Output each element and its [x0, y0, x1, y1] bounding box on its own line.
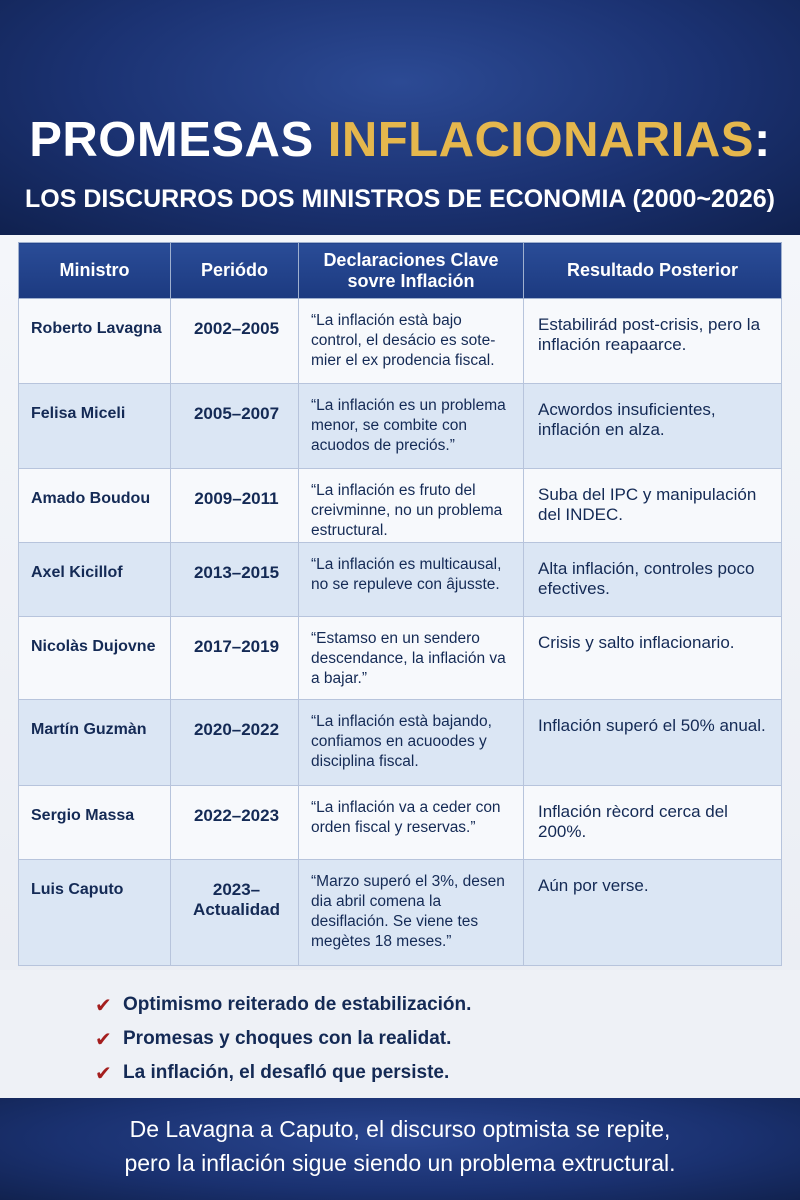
cell-ministro: Amado Boudou — [19, 469, 171, 543]
cell-ministro: Nicolàs Dujovne — [19, 617, 171, 700]
cell-periodo: 2022–2023 — [171, 786, 299, 860]
cell-resultado: Acwordos insuficientes, inflación en alza. — [524, 384, 782, 469]
cell-periodo: 2017–2019 — [171, 617, 299, 700]
cell-declaracion: “La inflación es fruto del creivminne, no un problema estructural. — [299, 469, 524, 543]
cell-resultado: Estabilirád post-crisis, pero la inflación reapaarce. — [524, 299, 782, 384]
table-row — [19, 384, 782, 469]
cell-periodo: 2005–2007 — [171, 384, 299, 469]
title-colon: : — [753, 113, 771, 167]
cell-resultado: Aún por verse. — [524, 860, 782, 966]
ministers-table — [18, 242, 782, 966]
cell-declaracion: “La inflación va a ceder con orden fiscal y reservas.” — [299, 786, 524, 860]
footer-line-2: pero la inflación sigue siendo un problema extructural. — [124, 1150, 676, 1176]
table-row — [19, 860, 782, 966]
list-item — [95, 1022, 755, 1056]
list-item — [95, 1056, 755, 1090]
header-periodo: Periódo — [171, 243, 299, 299]
cell-ministro: Roberto Lavagna — [19, 299, 171, 384]
page-subtitle: LOS DISCURROS DOS MINISTROS DE ECONOMIA (2000~2026) — [25, 185, 775, 213]
list-item — [95, 988, 755, 1022]
page-title — [0, 112, 800, 168]
cell-resultado: Inflación rècord cerca del 200%. — [524, 786, 782, 860]
cell-ministro: Martín Guzmàn — [19, 700, 171, 786]
cell-periodo: 2020–2022 — [171, 700, 299, 786]
cell-resultado: Inflación superó el 50% anual. — [524, 700, 782, 786]
cell-resultado: Crisis y salto inflacionario. — [524, 617, 782, 700]
cell-ministro: Axel Kicillof — [19, 543, 171, 617]
header-declaraciones: Declaraciones Clave sovre Inflación — [299, 243, 524, 299]
cell-declaracion: “La inflación es multicausal, no se repuleve con ȃjusste. — [299, 543, 524, 617]
cell-ministro: Luis Caputo — [19, 860, 171, 966]
table-row — [19, 700, 782, 786]
table-row — [19, 299, 782, 384]
bullet-text: La inflación, el desafló que persiste. — [123, 1062, 450, 1083]
title-part-gold: INFLACIONARIAS — [327, 113, 754, 167]
table-row — [19, 543, 782, 617]
table-header-row — [19, 243, 782, 299]
bullet-text: Optimismo reiterado de estabilización. — [123, 994, 472, 1015]
cell-declaracion: “La inflación està bajando, confiamos en acuoodes y disciplina fiscal. — [299, 700, 524, 786]
bullet-text: Promesas y choques con la realidat. — [123, 1028, 452, 1049]
footer-line-1: De Lavagna a Caputo, el discurso optmista se repite, — [129, 1116, 671, 1142]
cell-periodo: 2013–2015 — [171, 543, 299, 617]
table-row — [19, 469, 782, 543]
cell-declaracion: “Estamso en un sendero descendance, la inflación va a bajar.” — [299, 617, 524, 700]
cell-declaracion: “Marzo superó el 3%, desen dia abril comena la desiflación. Se viene tes megètes 18 meses.” — [299, 860, 524, 966]
cell-periodo: 2002–2005 — [171, 299, 299, 384]
header-ministro: Ministro — [19, 243, 171, 299]
checkmark-icon: ✔ — [95, 994, 112, 1017]
checkmark-icon: ✔ — [95, 1028, 112, 1051]
footer-banner — [0, 1098, 800, 1200]
cell-ministro: Sergio Massa — [19, 786, 171, 860]
cell-resultado: Alta inflación, controles poco efectives. — [524, 543, 782, 617]
cell-periodo: 2009–2011 — [171, 469, 299, 543]
cell-declaracion: “La inflación està bajo control, el desácio es sote-mier el ex prodencia fiscal. — [299, 299, 524, 384]
cell-resultado: Suba del IPC y manipulación del INDEC. — [524, 469, 782, 543]
conclusions-list — [95, 988, 755, 1090]
table-row — [19, 786, 782, 860]
header-banner — [0, 0, 800, 235]
checkmark-icon: ✔ — [95, 1062, 112, 1085]
cell-declaracion: “La inflación es un problema menor, se combite con acuodos de preciós.” — [299, 384, 524, 469]
table-row — [19, 617, 782, 700]
header-resultado: Resultado Posterior — [524, 243, 782, 299]
cell-periodo: 2023– Actualidad — [171, 860, 299, 966]
cell-ministro: Felisa Miceli — [19, 384, 171, 469]
title-part-white: PROMESAS — [29, 113, 328, 167]
